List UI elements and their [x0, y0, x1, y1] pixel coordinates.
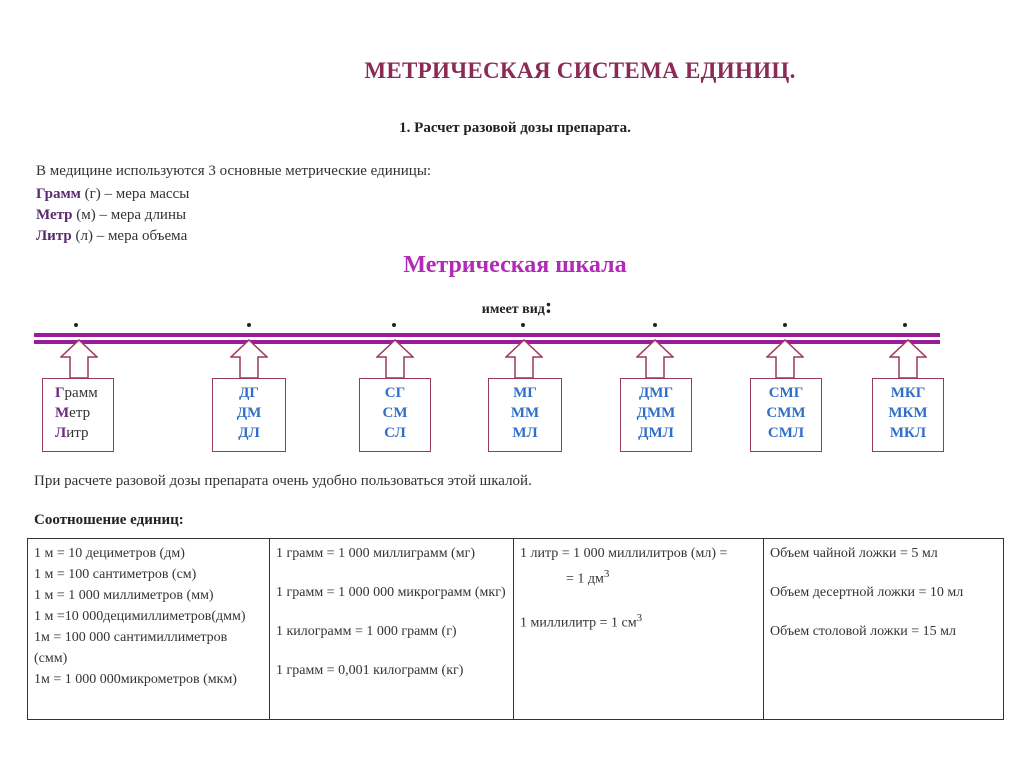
up-arrow-icon — [505, 339, 543, 379]
volume-line: 1 миллилитр = 1 $см^3$ — [520, 611, 643, 631]
mass-line: 1 килограмм = 1 000 грамм (г) — [276, 624, 457, 639]
scale-box-line: ДЛ — [238, 425, 260, 441]
volume-line: = 1 $дм^3$ — [566, 568, 610, 587]
page-title: МЕТРИЧЕСКАЯ СИСТЕМА ЕДИНИЦ. — [364, 58, 796, 83]
scale-box-line: СМЛ — [767, 425, 805, 441]
scale-box-line: СМ — [382, 405, 408, 421]
subtitle: 1. Расчет разовой дозы препарата. — [399, 120, 631, 136]
ratio-title: Соотношение единиц: — [34, 512, 184, 528]
scale-dot — [392, 323, 396, 327]
unit-metr — [36, 207, 186, 224]
up-arrow-icon — [60, 339, 98, 379]
spoon-line: Объем столовой ложки = 15 мл — [770, 624, 956, 639]
scale-box-centimilli — [750, 378, 822, 452]
scale-dot — [521, 323, 525, 327]
scale-bar-top — [34, 333, 940, 337]
volume-column — [514, 539, 764, 720]
scale-box-centi — [359, 378, 431, 452]
scale-box-micro — [872, 378, 944, 452]
scale-box-line: СЛ — [384, 425, 406, 441]
scale-title: Метрическая шкала — [403, 252, 627, 278]
scale-box-line: МГ — [513, 385, 537, 401]
up-arrow-icon — [889, 339, 927, 379]
scale-box-line: ДМ — [236, 405, 262, 421]
scale-box-line: ДМЛ — [638, 425, 674, 441]
length-line: 1 м = 1 000 миллиметров (мм) — [34, 588, 214, 603]
length-line: 1м = 100 000 сантимиллиметров (смм) — [34, 630, 228, 666]
mass-line: 1 грамм = 1 000 миллиграмм (мг) — [276, 546, 475, 561]
usage-note: При расчете разовой дозы препарата очень удобно пользоваться этой шкалой. — [34, 473, 532, 489]
scale-dot — [903, 323, 907, 327]
up-arrow-icon — [376, 339, 414, 379]
unit-desc: (м) – мера длины — [72, 207, 187, 223]
length-line: 1 м =10 000децимиллиметров(дмм) — [34, 609, 246, 624]
scale-dot — [247, 323, 251, 327]
unit-gram — [36, 186, 189, 203]
volume-line: 1 литр = 1 000 миллилитров (мл) = — [520, 546, 728, 561]
scale-box-line: Грамм — [55, 385, 98, 401]
unit-name: Метр — [36, 207, 73, 223]
unit-name: Грамм — [36, 186, 81, 202]
scale-box-line: СМГ — [768, 385, 804, 401]
scale-bar-bottom — [34, 340, 940, 344]
scale-box-decimilli — [620, 378, 692, 452]
scale-box-line: СГ — [384, 385, 406, 401]
up-arrow-icon — [230, 339, 268, 379]
mass-column — [270, 539, 514, 720]
scale-box-base — [42, 378, 114, 452]
up-arrow-icon — [636, 339, 674, 379]
scale-box-line: МКГ — [890, 385, 926, 401]
scale-dot — [783, 323, 787, 327]
unit-desc: (г) – мера массы — [80, 186, 190, 202]
spoon-line: Объем чайной ложки = 5 мл — [770, 546, 938, 561]
scale-box-line: МКМ — [888, 405, 928, 421]
scale-box-line: ДМГ — [638, 385, 674, 401]
scale-subtitle-colon: : — [544, 293, 553, 318]
scale-dot — [653, 323, 657, 327]
scale-box-line: СММ — [766, 405, 806, 421]
scale-box-line: ДГ — [239, 385, 259, 401]
ratio-table — [27, 538, 1004, 720]
spoon-column — [764, 539, 1004, 720]
length-line: 1 м = 10 дециметров (дм) — [34, 546, 185, 561]
intro-line: В медицине используются 3 основные метрические единицы: — [36, 163, 432, 179]
scale-subtitle-text: имеет вид — [481, 302, 545, 317]
scale-box-line: Литр — [55, 425, 89, 441]
table-row — [28, 539, 1004, 720]
length-line: 1 м = 100 сантиметров (см) — [34, 567, 197, 582]
unit-name: Литр — [36, 228, 72, 244]
up-arrow-icon — [766, 339, 804, 379]
scale-subtitle — [0, 293, 1024, 319]
unit-litr — [36, 228, 187, 245]
mass-line: 1 грамм = 1 000 000 микрограмм (мкг) — [276, 585, 506, 600]
spoon-line: Объем десертной ложки = 10 мл — [770, 585, 964, 600]
scale-box-milli — [488, 378, 562, 452]
scale-box-line: Метр — [55, 405, 91, 421]
scale-box-line: ДММ — [636, 405, 676, 421]
scale-box-line: МЛ — [512, 425, 538, 441]
mass-line: 1 грамм = 0,001 килограмм (кг) — [276, 663, 464, 678]
length-line: 1м = 1 000 000микрометров (мкм) — [34, 672, 237, 687]
scale-dot — [74, 323, 78, 327]
scale-box-line: ММ — [510, 405, 540, 421]
length-column — [28, 539, 270, 720]
scale-box-line: МКЛ — [889, 425, 927, 441]
unit-desc: (л) – мера объема — [71, 228, 188, 244]
scale-box-deci — [212, 378, 286, 452]
